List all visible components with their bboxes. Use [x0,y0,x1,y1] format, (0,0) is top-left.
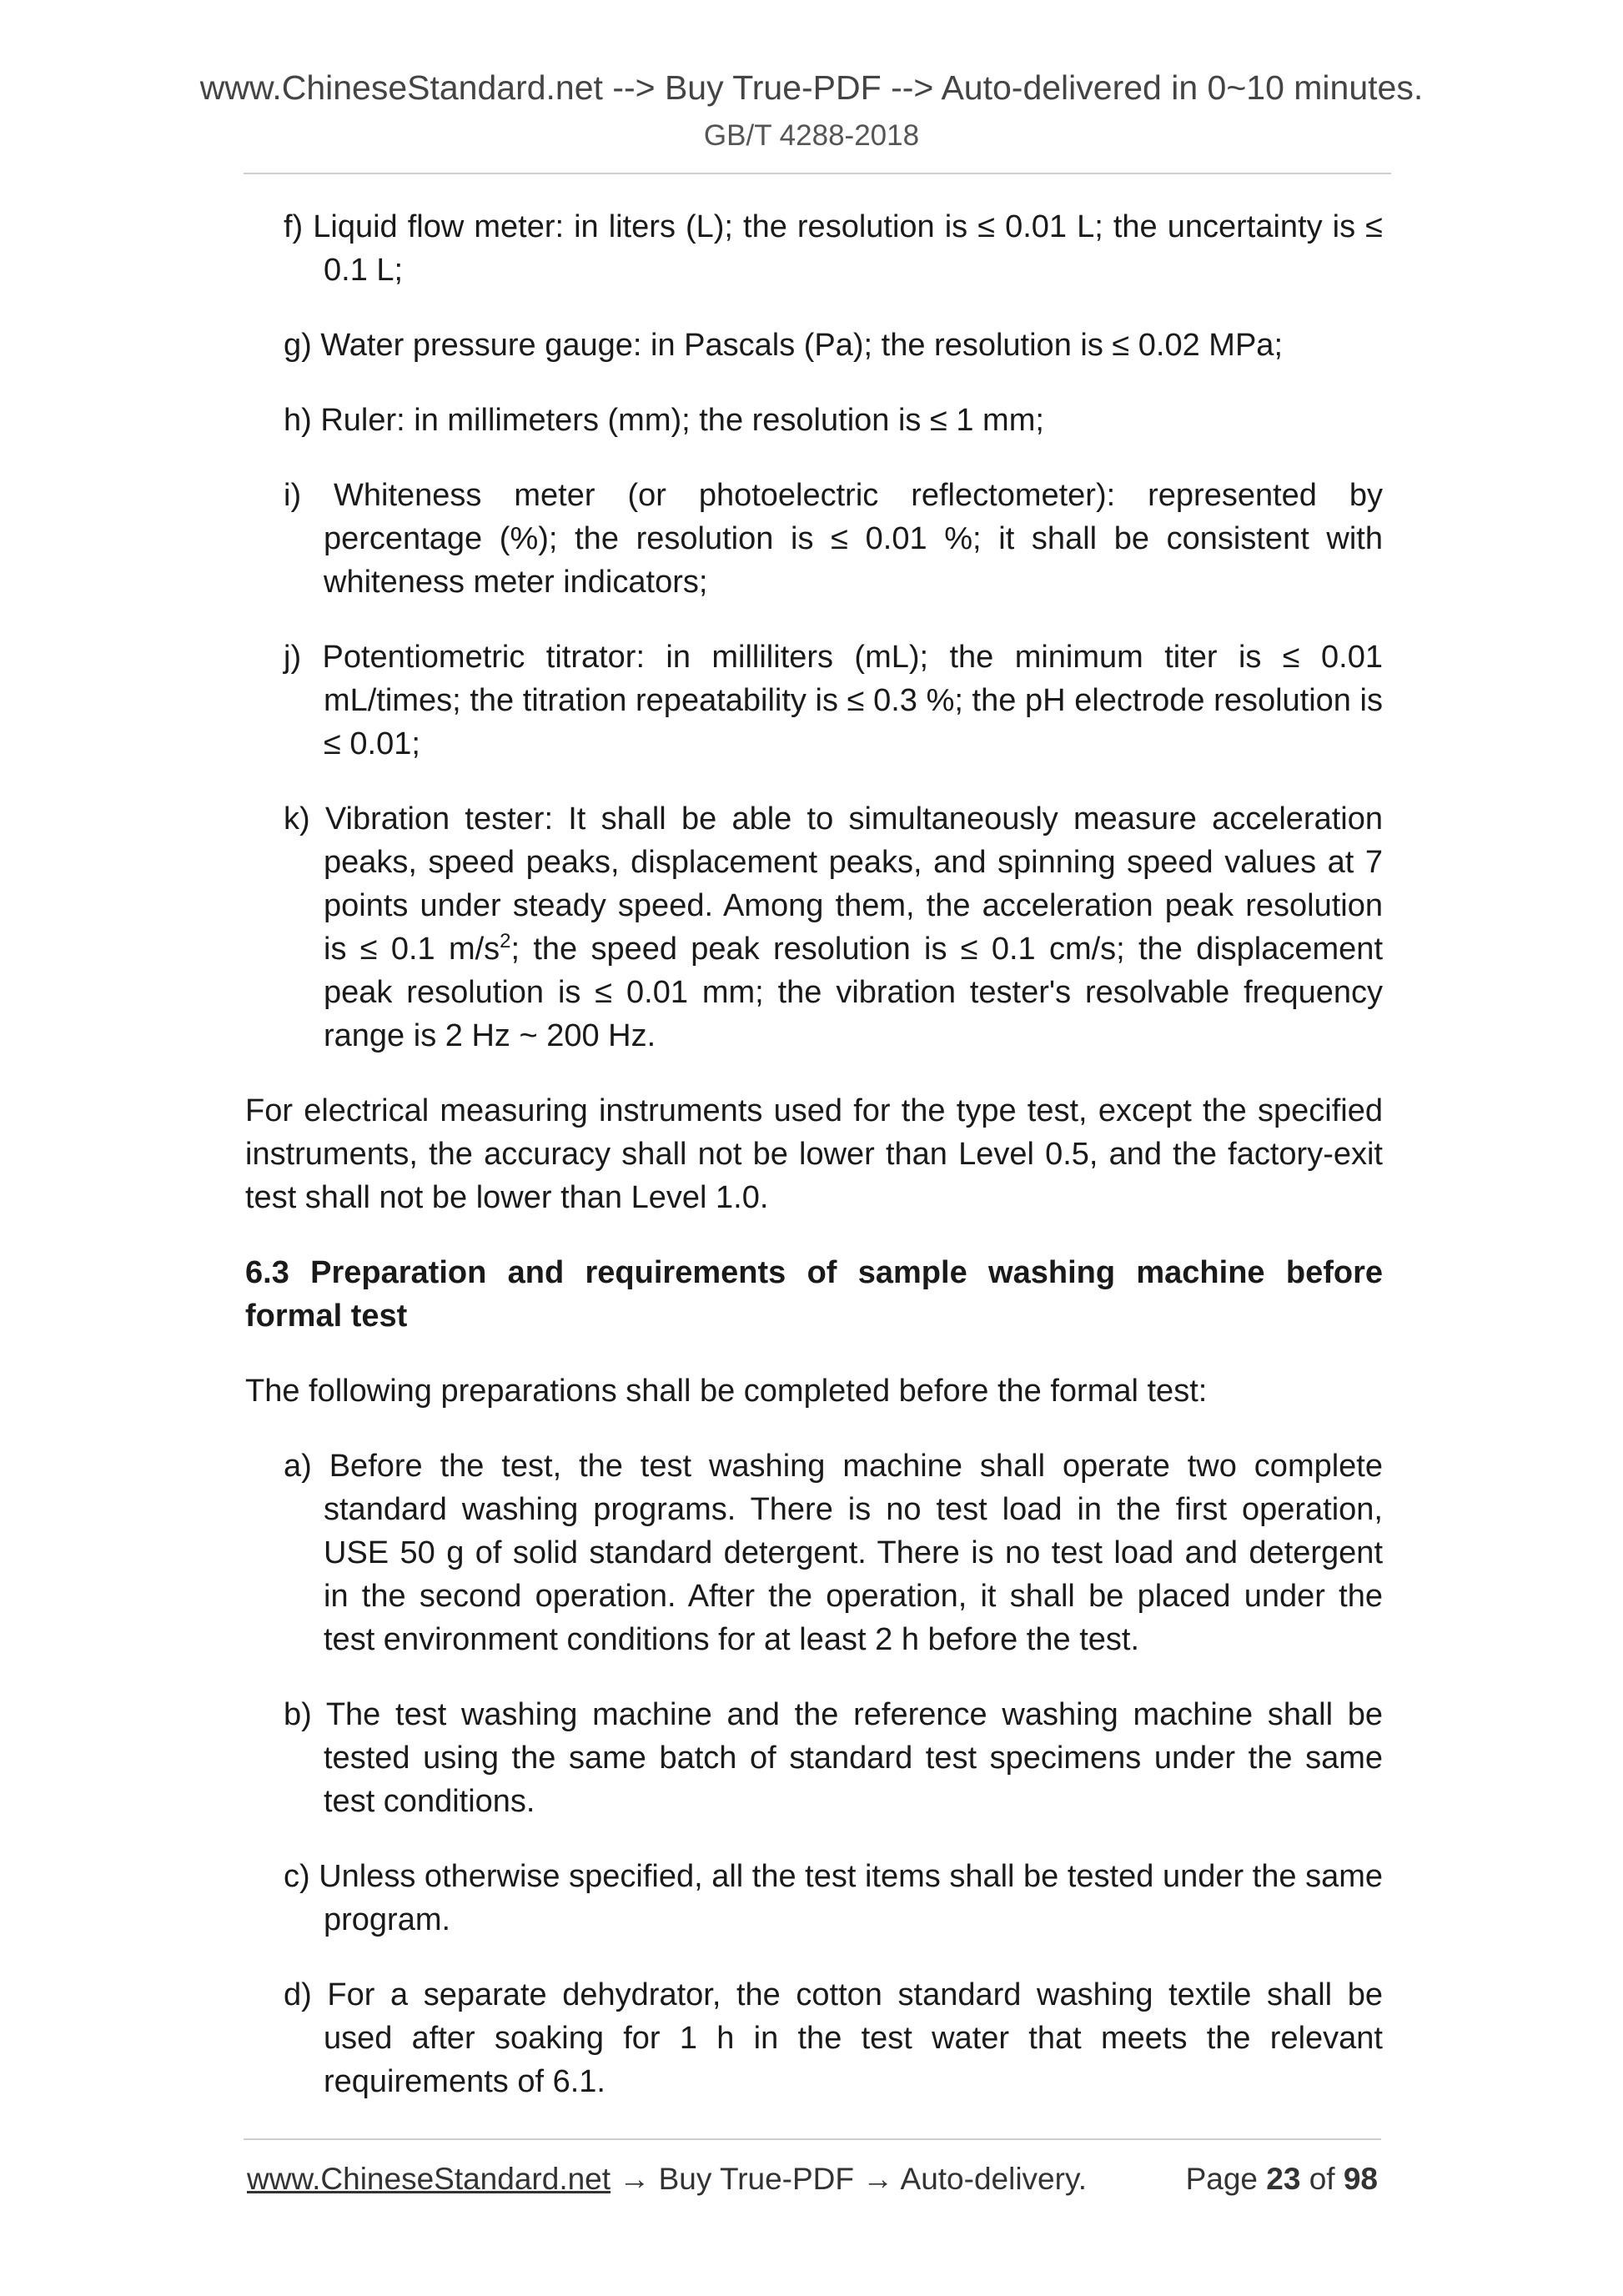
footer-site-link[interactable]: www.ChineseStandard.net [247,2162,611,2196]
list-item-c: c) Unless otherwise specified, all the test items shall be tested under the same program. [284,1859,1383,1937]
paragraph-electrical-instruments: For electrical measuring instruments used for the type test, except the specified instruments, the accuracy shall not be lower than Level 0.5, and the factory-exit test shall not be lower than Level 1.0. [245,1093,1383,1215]
total-pages-number: 98 [1343,2162,1378,2196]
list-item-i: i) Whiteness meter (or photoelectric reflectometer): represented by percentage (%); the resolution is ≤ 0.01 %; it shall be consistent with whiteness meter indicators; [284,478,1383,600]
header-banner: www.ChineseStandard.net --> Buy True-PDF --> Auto-delivered in 0~10 minutes. [199,68,1424,107]
list-item-k [245,797,1383,1058]
list-item-k-text-1: k) Vibration tester: It shall be able to simultaneously measure acceleration peaks, speed peaks, displacement peaks, and spinning speed values at 7 points under steady speed. Among them, the acceleration peak resolution is ≤ 0.1 m/s [284,801,1383,967]
list-item-f: f) Liquid flow meter: in liters (L); the resolution is ≤ 0.01 L; the uncertainty is ≤ 0.1 L; [284,209,1383,288]
page-label: Page [1185,2162,1258,2196]
footer-divider [244,2138,1381,2140]
footer-left [247,2158,1087,2200]
current-page-number: 23 [1266,2162,1301,2196]
list-item-g: g) Water pressure gauge: in Pascals (Pa); the resolution is ≤ 0.02 MPa; [284,328,1284,363]
list-item-a: a) Before the test, the test washing machine shall operate two complete standard washing programs. There is no test load in the first operation, USE 50 g of solid standard detergent. There is no test load and detergent in the second operation. After the operation, it shall be placed under the test environment conditions for at least 2 h before the test. [284,1449,1383,1657]
section-heading-6-3: 6.3 Preparation and requirements of sample washing machine before formal test [245,1255,1383,1334]
list-item-h: h) Ruler: in millimeters (mm); the resolution is ≤ 1 mm; [284,403,1044,438]
list-item-k-text-2: ; the speed peak resolution is ≤ 0.1 cm/s; the displacement peak resolution is ≤ 0.01 mm; the vibration tester's resolvable frequency range is 2 Hz ~ 200 Hz. [324,932,1383,1053]
list-item-j: j) Potentiometric titrator: in milliliters (mL); the minimum titer is ≤ 0.01 mL/times; the titration repeatability is ≤ 0.3 %; the pH electrode resolution is ≤ 0.01; [284,640,1383,761]
header-divider [244,173,1391,174]
page-indicator [1186,2158,1378,2200]
list-item-b: b) The test washing machine and the reference washing machine shall be tested using the same batch of standard test specimens under the same test conditions. [284,1697,1383,1819]
list-item-d: d) For a separate dehydrator, the cotton standard washing textile shall be used after soaking for 1 h in the test water that meets the relevant requirements of 6.1. [284,1977,1383,2099]
superscript-2: 2 [500,930,511,952]
paragraph-preparations-intro: The following preparations shall be completed before the formal test: [245,1374,1208,1409]
footer-tagline: → Buy True-PDF → Auto-delivery. [611,2162,1087,2196]
of-label: of [1309,2162,1335,2196]
document-body [245,205,1383,2135]
page-header [0,65,1623,157]
page-footer [247,2158,1378,2200]
standard-number: GB/T 4288-2018 [703,119,920,152]
